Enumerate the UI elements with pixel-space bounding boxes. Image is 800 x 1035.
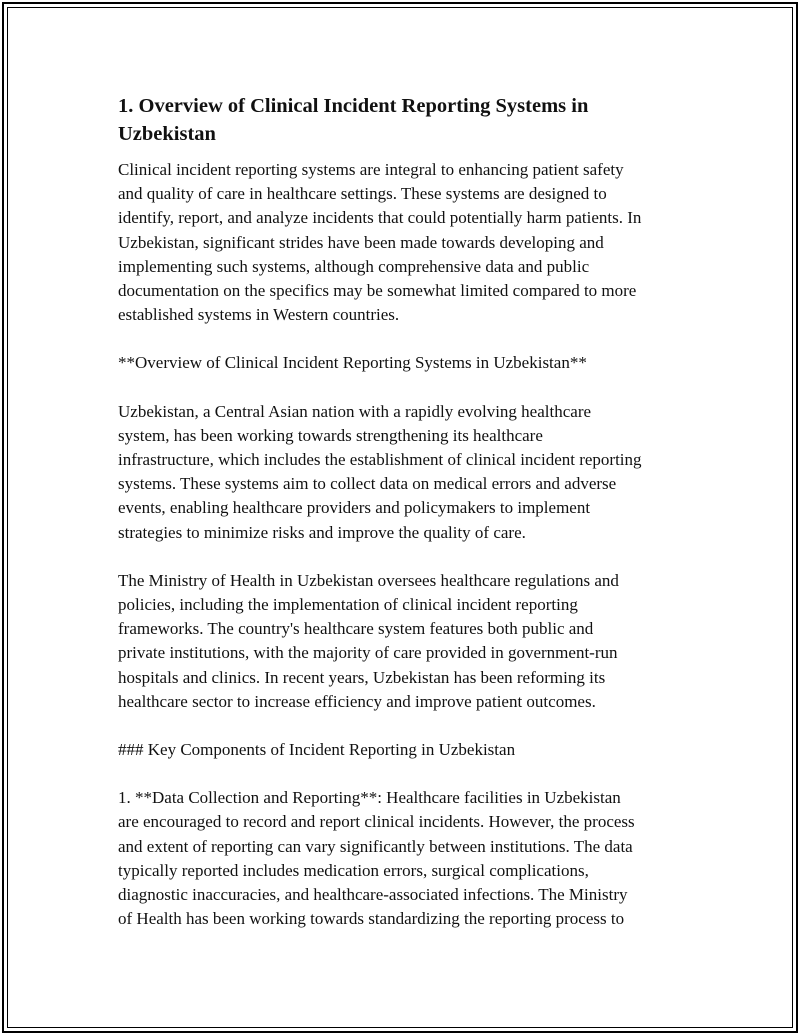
paragraph-intro: Clinical incident reporting systems are integral to enhancing patient safety and quality of care in healthcare settings. These systems are designed to identify, report, and analyze incidents that could potentially harm patients. In Uzbekistan, significant strides have been made towards developing and implementing such systems, although comprehensive data and public documentation on the specifics may be somewhat limited compared to more established systems in Western countries. <box>118 160 642 325</box>
paragraph-key-components-heading: ### Key Components of Incident Reporting in Uzbekistan <box>118 740 516 760</box>
paragraph-data-collection: 1. **Data Collection and Reporting**: Healthcare facilities in Uzbekistan are encouraged to record and report clinical incidents. However, the process and extent of reporting can vary significantly between institutions. The data typically reported includes medication errors, surgical complications, diagnostic inaccuracies, and healthcare-associated infections. The Ministry of Health has been working towards standardizing the reporting process to <box>118 788 635 929</box>
paragraph-ministry: The Ministry of Health in Uzbekistan oversees healthcare regulations and policies, including the implementation of clinical incident reporting frameworks. The country's healthcare system features both public and private institutions, with the majority of care provided in government-run hospitals and clinics. In recent years, Uzbekistan has been reforming its healthcare sector to increase efficiency and improve patient outcomes. <box>118 570 619 711</box>
section-heading: 1. Overview of Clinical Incident Reporting Systems in Uzbekistan <box>118 95 589 145</box>
paragraph-context: Uzbekistan, a Central Asian nation with a rapidly evolving healthcare system, has been working towards strengthening its healthcare infrastructure, which includes the establishment of clinical incident reporting systems. These systems aim to collect data on medical errors and adverse events, enabling healthcare providers and policymakers to implement strategies to minimize risks and improve the quality of care. <box>118 401 642 542</box>
paragraph-subheading: **Overview of Clinical Incident Reporting Systems in Uzbekistan** <box>118 353 587 373</box>
document-body <box>118 92 693 931</box>
